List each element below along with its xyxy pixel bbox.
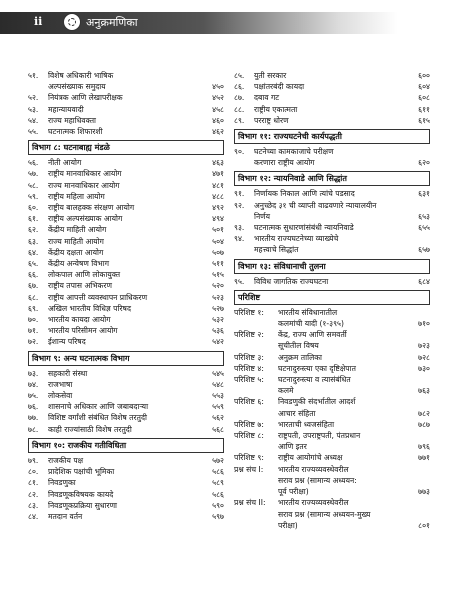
entry-page: ५३२ — [212, 315, 224, 325]
toc-entry — [234, 70, 430, 81]
entry-number: ६५. — [28, 259, 39, 269]
entry-page: ४८१ — [212, 180, 224, 190]
toc-entry — [234, 115, 430, 126]
entry-page: ६१५ — [418, 115, 430, 125]
entry-number: ८५. — [234, 71, 245, 80]
appendix-title: सराव प्रश्न (सामान्य अध्ययन: — [278, 475, 357, 485]
entry-title: निवडणूकविषयक कायदे — [48, 489, 114, 499]
entry-page: ५०१ — [212, 225, 224, 235]
toc-entry — [234, 276, 430, 287]
toc-entry — [28, 314, 224, 325]
appendix-label: परिशिष्ट ७: — [234, 419, 264, 429]
entry-title: निवडणूकप्रक्रिया सुधारणा — [48, 500, 118, 510]
entry-title: सहकारी संस्था — [48, 368, 88, 378]
toc-entry — [234, 81, 430, 92]
toc-entry — [28, 489, 224, 500]
appendix-page: ७२८ — [418, 352, 430, 362]
entry-title: महान्यायवादी — [48, 104, 84, 114]
toc-entry — [28, 368, 224, 379]
entry-page: ५६२ — [212, 413, 224, 423]
toc-entry — [234, 92, 430, 103]
entry-title: राजभाषा — [48, 379, 73, 389]
entry-number: ८०. — [28, 467, 39, 477]
entry-page: ५०४ — [212, 236, 224, 246]
appendix-page: ७१० — [418, 319, 430, 329]
toc-entry — [28, 325, 224, 336]
entry-page: ५२७ — [212, 303, 224, 313]
entry-title: राजकीय पक्ष — [48, 455, 84, 465]
toc-entry — [234, 146, 430, 157]
entry-number: ५३. — [28, 104, 39, 114]
entry-number: ५७. — [28, 169, 39, 179]
entry-title: युती सरकार — [254, 71, 287, 80]
entry-title: केंद्रीय माहिती आयोग — [48, 225, 107, 235]
toc-entry — [28, 466, 224, 477]
entry-title: केंद्रीय अन्वेषण विभाग — [48, 259, 110, 269]
entry-page: ५८९ — [212, 478, 224, 488]
appendix-title: परीक्षा) — [278, 520, 298, 530]
appendix-title: भारतीय राज्यव्यवस्थेवरील — [278, 464, 349, 474]
entry-title: राज्य मानवाधिकार आयोग — [48, 180, 120, 190]
entry-title: केंद्रीय दक्षता आयोग — [48, 247, 104, 257]
appendix-page — [404, 329, 430, 340]
appendix-page: ७२३ — [418, 341, 430, 351]
appendix-page — [404, 396, 430, 407]
appendix-page — [404, 475, 430, 486]
appendix-label: परिशिष्ट ४: — [234, 363, 264, 373]
appendix-entry — [234, 464, 430, 475]
appendix-entry — [234, 374, 430, 385]
appendix-page: ७९६ — [418, 442, 430, 452]
entry-page: ५५९ — [212, 402, 224, 412]
emblem-icon — [63, 13, 81, 31]
entry-title: राष्ट्रीय एकात्मता — [254, 104, 298, 114]
appendix-label-spacer — [234, 318, 278, 329]
entry-number: ८६. — [234, 82, 245, 92]
appendix-page — [404, 509, 430, 520]
entry-page: ५५३ — [212, 391, 224, 401]
entry-title: राज्य माहिती आयोग — [48, 236, 104, 246]
toc-entry — [28, 511, 224, 522]
entry-title: निर्णायक निकाल आणि त्यांचे पडसाद — [254, 189, 355, 199]
entry-number: ६४. — [28, 247, 39, 257]
entry-title: राष्ट्रीय अल्पसंख्याक आयोग — [48, 214, 123, 224]
entry-title: नीती आयोग — [48, 158, 82, 168]
entry-page: ६०८ — [418, 93, 430, 103]
entry-number: ७४. — [28, 379, 39, 389]
appendix-page: ७८२ — [418, 408, 430, 418]
entry-number: ६३. — [28, 236, 39, 246]
appendix-title: पूर्व परीक्षा) — [278, 487, 309, 497]
entry-page: ६५५ — [418, 223, 430, 233]
entry-title: विशेष अधिकारी भाषिक — [48, 71, 114, 80]
appendix-title: राष्ट्रपती, उपराष्ट्रपती, पंतप्रधान — [278, 431, 361, 441]
toc-entry — [234, 157, 430, 168]
appendix-entry — [234, 509, 430, 520]
entry-number: ५८. — [28, 180, 39, 190]
entry-page: ४६० — [212, 115, 224, 125]
entry-number: ८४. — [28, 511, 39, 521]
appendix-label-spacer — [234, 408, 278, 419]
appendix-entry — [234, 520, 430, 531]
toc-entry — [28, 157, 224, 168]
appendix-label: प्रश्न संच I: — [234, 464, 264, 474]
entry-number: ८३. — [28, 500, 39, 510]
entry-page: ५११ — [212, 259, 224, 269]
section-heading: विभाग ९: अन्य घटनात्मक विभाग — [28, 351, 224, 366]
entry-number: ६८. — [28, 292, 39, 302]
appendix-page: ८०१ — [418, 520, 430, 530]
appendix-page — [404, 307, 430, 318]
entry-number: ७९. — [28, 455, 39, 465]
entry-title-continued: अल्पसंख्याक समुदाय — [48, 82, 106, 92]
entry-number: ७३. — [28, 368, 39, 378]
entry-page: ६५३ — [418, 211, 430, 221]
appendix-title: भारतीय राज्यव्यवस्थेवरील — [278, 498, 349, 508]
entry-page: ६८४ — [418, 276, 430, 286]
section-heading: विभाग १२: न्यायनिवाडे आणि सिद्धांत — [234, 171, 430, 186]
toc-entry — [28, 336, 224, 347]
page-number: ii — [34, 15, 43, 28]
toc-entry — [234, 244, 430, 255]
toc-entry — [28, 236, 224, 247]
entry-page: ४५० — [212, 82, 224, 92]
entry-page: ५८६ — [212, 467, 224, 477]
appendix-entry — [234, 497, 430, 508]
toc-entry — [28, 180, 224, 191]
appendix-label: परिशिष्ट ५: — [234, 375, 264, 385]
entry-page: ४७१ — [212, 169, 224, 179]
entry-title: विविध जागतिक राज्यघटना — [254, 276, 329, 286]
toc-entry — [28, 379, 224, 390]
entry-title: राष्ट्रीय बालहक्क संरक्षण आयोग — [48, 203, 135, 213]
appendix-label: परिशिष्ट ६: — [234, 397, 264, 407]
entry-title: विशिष्ट वर्गांशी संबंधित विशेष तरतुदी — [48, 413, 147, 423]
section-heading: विभाग १३: संविधानाची तुलना — [234, 259, 430, 274]
entry-title: ईशान्य परिषद — [48, 337, 86, 347]
entry-page: ४९४ — [212, 214, 224, 224]
section-heading: परिशिष्ट — [234, 290, 430, 305]
entry-number: ५६. — [28, 158, 39, 168]
entry-number: ८९. — [234, 115, 245, 125]
entry-number: ६१. — [28, 214, 39, 224]
toc-entry — [234, 211, 430, 222]
entry-title: दबाव गट — [254, 93, 280, 103]
entry-number: ९३. — [234, 223, 245, 233]
appendix-entry — [234, 475, 430, 486]
section-heading: विभाग ११: राज्यघटनेची कार्यपद्धती — [234, 129, 430, 144]
appendix-entry — [234, 329, 430, 340]
entry-page: ५९७ — [212, 511, 224, 521]
appendix-entry — [234, 352, 430, 363]
toc-entry — [234, 104, 430, 115]
appendix-title: भारताची ध्वजसंहिता — [278, 419, 335, 429]
entry-title: राष्ट्रीय मानवाधिकार आयोग — [48, 169, 122, 179]
appendix-page: ७३० — [418, 363, 430, 373]
entry-title: भारतीय कायदा आयोग — [48, 315, 111, 325]
toc-entry — [28, 115, 224, 126]
entry-page: ५६८ — [212, 424, 224, 434]
appendix-entry — [234, 441, 430, 452]
appendix-page — [404, 464, 430, 475]
appendix-label: परिशिष्ट ८: — [234, 431, 264, 441]
entry-title: भारतीय परिसीमन आयोग — [48, 326, 118, 336]
toc-entry — [28, 213, 224, 224]
toc-entry — [28, 168, 224, 179]
entry-number: ९१. — [234, 189, 245, 199]
appendix-label: परिशिष्ट १: — [234, 307, 264, 317]
entry-title-continued: करणारा राष्ट्रीय आयोग — [254, 158, 315, 168]
entry-number: ९२. — [234, 200, 245, 210]
appendix-title: कलमे — [278, 386, 294, 396]
entry-number: ५२. — [28, 93, 39, 103]
appendix-title: भारतीय संविधानातील — [278, 307, 338, 317]
toc-left-column — [28, 70, 224, 531]
entry-number: ६२. — [28, 225, 39, 235]
appendix-label-spacer — [234, 385, 278, 396]
entry-title: राष्ट्रीय आपत्ती व्यवस्थापन प्राधिकरण — [48, 292, 148, 302]
appendix-title: घटनादुरुस्त्या एका दृष्टिक्षेपात — [278, 363, 356, 373]
entry-page: ६२० — [418, 158, 430, 168]
toc-entry — [28, 92, 224, 103]
appendix-label-spacer — [234, 509, 278, 520]
toc-entry — [28, 224, 224, 235]
entry-number: ८२. — [28, 489, 39, 499]
toc-entry — [234, 188, 430, 199]
appendix-label-spacer — [234, 520, 278, 531]
toc-entry — [28, 455, 224, 466]
appendix-entry — [234, 318, 430, 329]
entry-page: ६५७ — [418, 245, 430, 255]
toc-entry — [28, 104, 224, 115]
appendix-label: प्रश्न संच II: — [234, 498, 266, 508]
page-header — [0, 12, 452, 34]
entry-title: लोकपाल आणि लोकायुक्त — [48, 270, 121, 280]
appendix-label-spacer — [234, 340, 278, 351]
toc-entry — [28, 500, 224, 511]
toc-right-column — [234, 70, 430, 531]
entry-title: राष्ट्रीय महिला आयोग — [48, 191, 105, 201]
section-heading: विभाग १०: राजकीय गतीविधिता — [28, 438, 224, 453]
appendix-title: निवडणुकी संदर्भातील आदर्श — [278, 397, 356, 407]
appendix-label-spacer — [234, 475, 278, 486]
entry-page: ६०० — [418, 71, 430, 80]
appendix-title: आचार संहिता — [278, 408, 316, 418]
entry-title-continued: महत्त्वाचे सिद्धांत — [254, 245, 299, 255]
entry-page: ४५८ — [212, 104, 224, 114]
entry-page: ४९२ — [212, 203, 224, 213]
entry-title: भारतीय राज्यघटनेच्या व्याख्येचे — [254, 234, 339, 244]
entry-number: ८८. — [234, 104, 245, 114]
appendix-entry — [234, 408, 430, 419]
appendix-page — [404, 497, 430, 508]
entry-number: ९५. — [234, 276, 245, 286]
entry-page: ६०४ — [418, 82, 430, 92]
entry-page: ५८६ — [212, 489, 224, 499]
entry-page: ५४२ — [212, 337, 224, 347]
entry-title: लोकसेवा — [48, 391, 73, 401]
entry-number: ८७. — [234, 93, 245, 103]
entry-page: ५९० — [212, 500, 224, 510]
appendix-page: ७८७ — [418, 419, 430, 429]
toc-entry — [234, 200, 430, 211]
entry-page: ६११ — [418, 104, 430, 114]
entry-number: ७८. — [28, 424, 39, 434]
entry-number: ६९. — [28, 303, 39, 313]
appendix-page — [404, 430, 430, 441]
entry-number: ७१. — [28, 326, 39, 336]
toc-entry — [234, 233, 430, 244]
entry-page: ५२० — [212, 281, 224, 291]
toc-entry — [28, 126, 224, 137]
appendix-entry — [234, 419, 430, 430]
entry-number: ६०. — [28, 203, 39, 213]
appendix-entry — [234, 307, 430, 318]
entry-number: ९४. — [234, 234, 245, 244]
appendix-label: परिशिष्ट ९: — [234, 453, 264, 463]
toc-entry — [28, 412, 224, 423]
entry-number: ६७. — [28, 281, 39, 291]
entry-page: ५०७ — [212, 247, 224, 257]
appendix-label: परिशिष्ट ३: — [234, 352, 264, 362]
appendix-entry — [234, 363, 430, 374]
appendix-entry — [234, 452, 430, 463]
entry-number: ५४. — [28, 115, 39, 125]
entry-title: अनुच्छेद ३१ ची व्याप्ती वाढवणारे न्यायालयीन — [254, 200, 377, 210]
toc-entry — [28, 477, 224, 488]
entry-title: अखिल भारतीय विधिज्ञ परिषद — [48, 303, 131, 313]
entry-page: ४६२ — [212, 127, 224, 137]
toc-entry — [28, 202, 224, 213]
entry-title: नियंत्रक आणि लेखापरीक्षक — [48, 93, 123, 103]
entry-title: काही राज्यांसाठी विशेष तरतुदी — [48, 424, 132, 434]
appendix-entry — [234, 486, 430, 497]
entry-page: ५४८ — [212, 379, 224, 389]
appendix-title: कलमांची यादी (१-३९५) — [278, 319, 344, 329]
entry-title: घटनात्मक शिफारशी — [48, 127, 103, 137]
entry-title-continued: निर्णय — [254, 211, 271, 221]
toc-entry — [28, 280, 224, 291]
toc-entry — [28, 390, 224, 401]
entry-number: ७५. — [28, 391, 39, 401]
entry-page: ५२३ — [212, 292, 224, 302]
section-heading: विभाग ८: घटनाबाह्य मंडळे — [28, 140, 224, 155]
appendix-page: ७६३ — [418, 386, 430, 396]
entry-title: पक्षांतरबंदी कायदा — [254, 82, 305, 92]
entry-number: ८१. — [28, 478, 39, 488]
toc-entry — [28, 191, 224, 202]
toc-entry — [28, 401, 224, 412]
toc-entry — [28, 269, 224, 280]
entry-page: ४८८ — [212, 191, 224, 201]
entry-title: राज्य महाधिवक्ता — [48, 115, 96, 125]
entry-title: राष्ट्रीय तपास अभिकरण — [48, 281, 112, 291]
entry-number: ५५. — [28, 127, 39, 137]
toc-entry — [234, 222, 430, 233]
appendix-entry — [234, 340, 430, 351]
appendix-label-spacer — [234, 441, 278, 452]
appendix-title: केंद्र, राज्य आणि समवर्ती — [278, 330, 347, 340]
appendix-entry — [234, 396, 430, 407]
appendix-title: घटनादुरुस्त्या व त्यासंबंधित — [278, 375, 351, 385]
entry-title: घटनेच्या कामकाजाचे परीक्षण — [254, 147, 334, 157]
appendix-page: ७७१ — [418, 453, 430, 463]
entry-page: ४५२ — [212, 93, 224, 103]
toc-entry — [28, 292, 224, 303]
entry-number: ७२. — [28, 337, 39, 347]
toc-columns — [28, 70, 430, 531]
entry-title: शासनाचे अधिकार आणि जबाबदाऱ्या — [48, 402, 149, 412]
entry-page: ५३६ — [212, 326, 224, 336]
entry-page: ५४५ — [212, 368, 224, 378]
toc-entry — [28, 424, 224, 435]
appendix-label: परिशिष्ट २: — [234, 330, 264, 340]
entry-page: ५१५ — [212, 270, 224, 280]
appendix-title: सूचीतील विषय — [278, 341, 319, 351]
entry-number: ५९. — [28, 191, 39, 201]
appendix-page — [404, 374, 430, 385]
toc-entry — [28, 81, 224, 92]
appendix-title: राष्ट्रीय आयोगांचे अध्यक्ष — [278, 453, 343, 463]
entry-title: परराष्ट्र धोरण — [254, 115, 289, 125]
appendix-entry — [234, 430, 430, 441]
entry-page: ४६३ — [212, 158, 224, 168]
entry-page: ६३१ — [418, 189, 430, 199]
toc-entry — [28, 247, 224, 258]
entry-title: निवडणुका — [48, 478, 76, 488]
appendix-page: ७७३ — [418, 487, 430, 497]
appendix-title: आणि इतर — [278, 442, 307, 452]
appendix-label-spacer — [234, 486, 278, 497]
entry-number: ६६. — [28, 270, 39, 280]
entry-number: ७६. — [28, 402, 39, 412]
toc-entry — [28, 303, 224, 314]
entry-title: मतदान वर्तन — [48, 511, 83, 521]
entry-number: ९०. — [234, 147, 245, 157]
entry-number: ५१. — [28, 71, 39, 80]
appendix-entry — [234, 385, 430, 396]
appendix-title: सराव प्रश्न (सामान्य अध्ययन-मुख्य — [278, 509, 371, 519]
entry-title: घटनात्मक सुधारणांसंबंधी न्यायनिवाडे — [254, 223, 354, 233]
entry-number: ७७. — [28, 413, 39, 423]
toc-entry — [28, 70, 224, 81]
entry-title: प्रादेशिक पक्षांची भूमिका — [48, 467, 115, 477]
entry-number: ७०. — [28, 315, 39, 325]
header-title: अनुक्रमणिका — [86, 16, 138, 29]
appendix-title: अनुक्रम तालिका — [278, 352, 323, 362]
toc-entry — [28, 258, 224, 269]
entry-page: ५७२ — [212, 455, 224, 465]
